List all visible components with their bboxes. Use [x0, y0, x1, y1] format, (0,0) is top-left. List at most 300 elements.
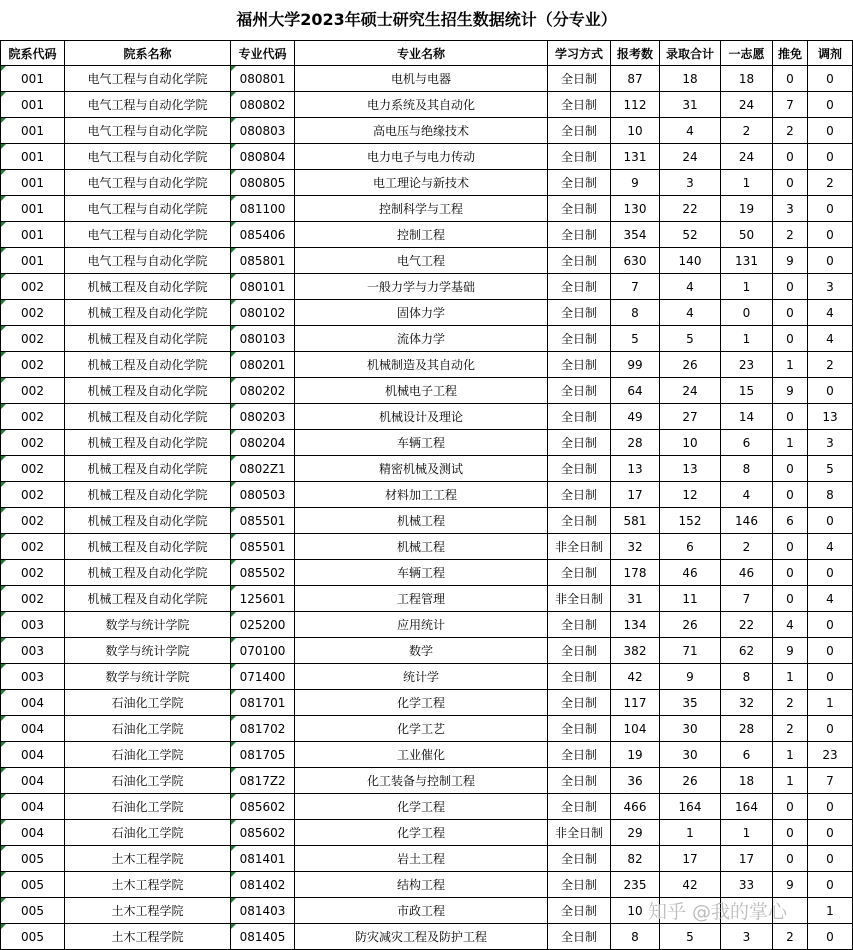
table-row — [1, 638, 853, 664]
table-row — [1, 872, 853, 898]
table-cell: 12 — [660, 482, 721, 508]
table-cell: 32 — [721, 690, 773, 716]
table-cell: 5 — [808, 456, 853, 482]
table-cell: 2 — [773, 118, 808, 144]
table-cell: 001 — [1, 144, 65, 170]
table-cell: 164 — [660, 794, 721, 820]
table-cell: 002 — [1, 508, 65, 534]
table-row — [1, 560, 853, 586]
table-cell: 28 — [721, 716, 773, 742]
table-cell: 0 — [773, 586, 808, 612]
table-cell: 机械工程及自动化学院 — [65, 404, 231, 430]
table-cell: 8 — [721, 664, 773, 690]
table-cell: 全日制 — [548, 144, 611, 170]
table-cell: 0 — [808, 612, 853, 638]
table-cell: 全日制 — [548, 482, 611, 508]
table-cell: 004 — [1, 716, 65, 742]
table-cell: 581 — [611, 508, 660, 534]
table-cell: 13 — [611, 456, 660, 482]
table-row — [1, 924, 853, 950]
table-cell: 002 — [1, 456, 65, 482]
table-row — [1, 300, 853, 326]
table-cell: 085801 — [231, 248, 295, 274]
table-cell: 001 — [1, 118, 65, 144]
table-cell: 081705 — [231, 742, 295, 768]
table-cell: 002 — [1, 326, 65, 352]
table-cell: 0 — [808, 924, 853, 950]
table-cell: 4 — [773, 612, 808, 638]
table-cell: 石油化工学院 — [65, 768, 231, 794]
table-cell: 0 — [808, 820, 853, 846]
table-cell: 26 — [660, 352, 721, 378]
table-cell: 1 — [808, 690, 853, 716]
table-row — [1, 768, 853, 794]
table-row — [1, 456, 853, 482]
table-cell: 24 — [721, 144, 773, 170]
table-cell: 3 — [808, 430, 853, 456]
table-cell: 非全日制 — [548, 820, 611, 846]
table-row — [1, 326, 853, 352]
table-cell: 0 — [773, 820, 808, 846]
table-cell: 005 — [1, 872, 65, 898]
table-cell: 2 — [808, 352, 853, 378]
table-cell: 42 — [660, 872, 721, 898]
table-cell: 1 — [721, 820, 773, 846]
table-cell: 7 — [808, 768, 853, 794]
table-cell: 50 — [721, 222, 773, 248]
table-cell: 4 — [721, 482, 773, 508]
table-cell: 全日制 — [548, 872, 611, 898]
table-cell: 9 — [773, 248, 808, 274]
table-cell: 机械工程及自动化学院 — [65, 378, 231, 404]
table-cell: 146 — [721, 508, 773, 534]
table-cell: 电气工程与自动化学院 — [65, 66, 231, 92]
table-cell: 130 — [611, 196, 660, 222]
table-cell: 电气工程与自动化学院 — [65, 248, 231, 274]
table-cell: 全日制 — [548, 612, 611, 638]
table-cell: 0 — [808, 196, 853, 222]
table-cell: 流体力学 — [295, 326, 548, 352]
table-cell: 全日制 — [548, 170, 611, 196]
table-cell: 005 — [1, 846, 65, 872]
table-cell: 全日制 — [548, 742, 611, 768]
table-cell: 29 — [611, 820, 660, 846]
table-row — [1, 742, 853, 768]
table-cell: 全日制 — [548, 118, 611, 144]
table-cell: 全日制 — [548, 66, 611, 92]
table-cell: 125601 — [231, 586, 295, 612]
table-cell: 002 — [1, 300, 65, 326]
table-cell: 机械设计及理论 — [295, 404, 548, 430]
table-cell: 35 — [660, 690, 721, 716]
table-cell: 0 — [808, 872, 853, 898]
table-cell: 382 — [611, 638, 660, 664]
table-cell: 3 — [808, 274, 853, 300]
table-cell: 002 — [1, 274, 65, 300]
table-cell: 1 — [721, 170, 773, 196]
table-cell: 0 — [808, 846, 853, 872]
table-cell: 4 — [808, 534, 853, 560]
table-cell: 080802 — [231, 92, 295, 118]
table-cell: 全日制 — [548, 664, 611, 690]
table-cell: 全日制 — [548, 794, 611, 820]
table-cell: 5 — [660, 924, 721, 950]
table-cell: 0 — [808, 92, 853, 118]
table-cell: 004 — [1, 820, 65, 846]
table-cell: 9 — [773, 872, 808, 898]
table-cell: 全日制 — [548, 378, 611, 404]
table-row — [1, 170, 853, 196]
table-cell: 全日制 — [548, 638, 611, 664]
table-cell: 市政工程 — [295, 898, 548, 924]
table-cell: 4 — [808, 300, 853, 326]
table-cell: 52 — [660, 222, 721, 248]
table-cell: 005 — [1, 898, 65, 924]
table-cell: 085406 — [231, 222, 295, 248]
table-cell: 统计学 — [295, 664, 548, 690]
table-cell: 土木工程学院 — [65, 898, 231, 924]
table-cell: 9 — [773, 378, 808, 404]
table-row — [1, 534, 853, 560]
table-cell: 8 — [721, 456, 773, 482]
table-cell: 7 — [611, 274, 660, 300]
header-cell: 推免 — [773, 41, 808, 66]
table-cell: 2 — [721, 534, 773, 560]
table-cell: 机械工程及自动化学院 — [65, 534, 231, 560]
table-cell: 固体力学 — [295, 300, 548, 326]
table-row — [1, 716, 853, 742]
table-cell: 非全日制 — [548, 534, 611, 560]
table-cell: 8 — [611, 300, 660, 326]
table-cell: 8 — [611, 924, 660, 950]
table-cell: 13 — [660, 456, 721, 482]
table-cell: 石油化工学院 — [65, 820, 231, 846]
table-row — [1, 794, 853, 820]
table-row — [1, 612, 853, 638]
table-cell: 4 — [808, 586, 853, 612]
table-cell: 64 — [611, 378, 660, 404]
table-cell: 11 — [660, 586, 721, 612]
table-cell: 4 — [660, 118, 721, 144]
table-cell: 164 — [721, 794, 773, 820]
table-cell: 71 — [660, 638, 721, 664]
table-cell: 化学工程 — [295, 794, 548, 820]
table-cell: 0 — [808, 118, 853, 144]
table-cell: 31 — [660, 92, 721, 118]
table-cell: 数学与统计学院 — [65, 664, 231, 690]
table-cell: 全日制 — [548, 248, 611, 274]
table-cell: 9 — [773, 638, 808, 664]
table-cell: 1 — [721, 274, 773, 300]
table-cell: 机械工程及自动化学院 — [65, 560, 231, 586]
table-cell: 99 — [611, 352, 660, 378]
table-cell: 5 — [660, 326, 721, 352]
table-cell: 085501 — [231, 534, 295, 560]
table-cell: 0 — [773, 144, 808, 170]
table-cell: 6 — [721, 430, 773, 456]
table-cell: 002 — [1, 586, 65, 612]
table-cell: 石油化工学院 — [65, 716, 231, 742]
table-cell: 数学 — [295, 638, 548, 664]
table-cell: 材料加工工程 — [295, 482, 548, 508]
table-cell: 机械工程及自动化学院 — [65, 508, 231, 534]
table-cell: 4 — [660, 300, 721, 326]
table-cell: 0 — [773, 456, 808, 482]
table-cell: 002 — [1, 404, 65, 430]
table-cell: 080101 — [231, 274, 295, 300]
header-row — [1, 41, 853, 66]
table-cell: 机械工程及自动化学院 — [65, 300, 231, 326]
table-cell: 全日制 — [548, 352, 611, 378]
table-cell: 001 — [1, 170, 65, 196]
table-cell: 石油化工学院 — [65, 794, 231, 820]
table-cell: 104 — [611, 716, 660, 742]
table-cell: 化学工程 — [295, 690, 548, 716]
table-row — [1, 586, 853, 612]
table-cell: 23 — [808, 742, 853, 768]
table-cell: 26 — [660, 612, 721, 638]
table-cell: 0 — [773, 66, 808, 92]
table-cell: 10 — [611, 898, 660, 924]
table-cell: 控制工程 — [295, 222, 548, 248]
table-cell: 1 — [808, 898, 853, 924]
table-cell: 岩土工程 — [295, 846, 548, 872]
header-cell: 专业代码 — [231, 41, 295, 66]
table-cell: 0 — [808, 664, 853, 690]
table-cell: 1 — [773, 742, 808, 768]
table-cell: 电气工程与自动化学院 — [65, 196, 231, 222]
table-body — [1, 66, 853, 950]
table-cell: 0 — [808, 378, 853, 404]
table-cell: 车辆工程 — [295, 430, 548, 456]
table-cell: 152 — [660, 508, 721, 534]
table-cell: 18 — [660, 66, 721, 92]
table-cell: 3 — [773, 196, 808, 222]
table-cell: 3 — [660, 170, 721, 196]
table-cell: 10 — [611, 118, 660, 144]
table-cell: 080503 — [231, 482, 295, 508]
table-cell: 全日制 — [548, 924, 611, 950]
table-cell: 化学工程 — [295, 820, 548, 846]
table-cell: 31 — [611, 586, 660, 612]
table-cell: 0 — [773, 170, 808, 196]
table-cell: 17 — [660, 846, 721, 872]
table-cell: 354 — [611, 222, 660, 248]
table-cell: 001 — [1, 222, 65, 248]
table-cell: 085602 — [231, 820, 295, 846]
table-cell: 0 — [721, 300, 773, 326]
table-cell: 全日制 — [548, 404, 611, 430]
table-cell: 3 — [721, 924, 773, 950]
table-cell: 控制科学与工程 — [295, 196, 548, 222]
table-cell: 002 — [1, 482, 65, 508]
table-cell: 5 — [611, 326, 660, 352]
table-cell: 17 — [611, 482, 660, 508]
table-cell: 080102 — [231, 300, 295, 326]
table-cell: 0 — [773, 794, 808, 820]
table-cell: 1 — [721, 326, 773, 352]
table-row — [1, 196, 853, 222]
header-cell: 专业名称 — [295, 41, 548, 66]
table-cell: 080203 — [231, 404, 295, 430]
table-cell: 6 — [773, 508, 808, 534]
table-cell: 电气工程与自动化学院 — [65, 170, 231, 196]
table-cell: 机械工程 — [295, 534, 548, 560]
table-cell: 46 — [660, 560, 721, 586]
table-cell: 石油化工学院 — [65, 742, 231, 768]
table-cell: 工业催化 — [295, 742, 548, 768]
table-row — [1, 378, 853, 404]
header-cell: 调剂 — [808, 41, 853, 66]
table-cell: 001 — [1, 196, 65, 222]
table-cell: 石油化工学院 — [65, 690, 231, 716]
table-cell: 8 — [808, 482, 853, 508]
table-cell: 电气工程与自动化学院 — [65, 118, 231, 144]
table-cell: 数学与统计学院 — [65, 612, 231, 638]
header-cell: 院系代码 — [1, 41, 65, 66]
table-cell: 电力系统及其自动化 — [295, 92, 548, 118]
table-cell: 080801 — [231, 66, 295, 92]
table-cell: 081403 — [231, 898, 295, 924]
table-cell: 非全日制 — [548, 586, 611, 612]
table-cell: 2 — [773, 716, 808, 742]
table-cell: 0802Z1 — [231, 456, 295, 482]
table-cell: 630 — [611, 248, 660, 274]
table-cell: 18 — [721, 768, 773, 794]
table-cell: 0 — [773, 326, 808, 352]
table-row — [1, 820, 853, 846]
header-cell: 录取合计 — [660, 41, 721, 66]
table-cell: 7 — [721, 586, 773, 612]
table-cell: 002 — [1, 534, 65, 560]
table-cell: 081402 — [231, 872, 295, 898]
table-cell: 46 — [721, 560, 773, 586]
table-cell: 32 — [611, 534, 660, 560]
table-cell: 电机与电器 — [295, 66, 548, 92]
table-cell: 28 — [611, 430, 660, 456]
table-cell: 电气工程与自动化学院 — [65, 92, 231, 118]
table-cell: 30 — [660, 742, 721, 768]
table-cell: 土木工程学院 — [65, 872, 231, 898]
table-cell: 49 — [611, 404, 660, 430]
table-cell: 1 — [773, 430, 808, 456]
table-cell: 0 — [808, 560, 853, 586]
table-row — [1, 430, 853, 456]
table-cell: 24 — [721, 92, 773, 118]
table-cell: 0 — [773, 404, 808, 430]
table-cell: 0 — [808, 248, 853, 274]
table-cell: 9 — [660, 664, 721, 690]
table-cell: 33 — [721, 872, 773, 898]
table-cell: 0 — [808, 716, 853, 742]
table-cell: 081701 — [231, 690, 295, 716]
table-cell: 081401 — [231, 846, 295, 872]
table-cell: 140 — [660, 248, 721, 274]
table-cell: 0 — [773, 560, 808, 586]
table-cell: 004 — [1, 742, 65, 768]
table-row — [1, 222, 853, 248]
table-cell: 机械工程及自动化学院 — [65, 482, 231, 508]
table-cell: 081702 — [231, 716, 295, 742]
admissions-table — [0, 40, 853, 950]
table-cell: 002 — [1, 378, 65, 404]
table-row — [1, 482, 853, 508]
table-cell: 应用统计 — [295, 612, 548, 638]
table-cell: 22 — [721, 612, 773, 638]
table-cell: 全日制 — [548, 222, 611, 248]
table-cell: 电力电子与电力传动 — [295, 144, 548, 170]
table-cell: 2 — [773, 222, 808, 248]
table-cell: 10 — [660, 430, 721, 456]
table-cell: 004 — [1, 768, 65, 794]
table-cell: 机械制造及其自动化 — [295, 352, 548, 378]
table-cell: 全日制 — [548, 326, 611, 352]
table-cell: 数学与统计学院 — [65, 638, 231, 664]
table-cell: 080803 — [231, 118, 295, 144]
table-cell: 机械电子工程 — [295, 378, 548, 404]
table-cell: 080201 — [231, 352, 295, 378]
table-cell: 081405 — [231, 924, 295, 950]
table-row — [1, 248, 853, 274]
table-cell: 全日制 — [548, 560, 611, 586]
table-cell: 电气工程与自动化学院 — [65, 144, 231, 170]
table-cell: 全日制 — [548, 274, 611, 300]
table-cell: 131 — [611, 144, 660, 170]
table-cell: 085501 — [231, 508, 295, 534]
table-cell: 6 — [660, 534, 721, 560]
table-cell: 466 — [611, 794, 660, 820]
table-cell: 4 — [808, 326, 853, 352]
table-cell: 002 — [1, 430, 65, 456]
table-cell: 一般力学与力学基础 — [295, 274, 548, 300]
table-cell: 0 — [773, 534, 808, 560]
table-cell: 全日制 — [548, 508, 611, 534]
table-cell: 机械工程及自动化学院 — [65, 274, 231, 300]
table-cell: 080202 — [231, 378, 295, 404]
table-row — [1, 118, 853, 144]
table-cell: 085602 — [231, 794, 295, 820]
table-cell: 精密机械及测试 — [295, 456, 548, 482]
table-cell: 0 — [773, 300, 808, 326]
table-cell: 36 — [611, 768, 660, 794]
table-cell: 22 — [660, 196, 721, 222]
table-row — [1, 846, 853, 872]
table-cell: 0 — [773, 274, 808, 300]
table-cell: 002 — [1, 560, 65, 586]
table-cell: 080204 — [231, 430, 295, 456]
table-cell: 178 — [611, 560, 660, 586]
table-cell: 全日制 — [548, 456, 611, 482]
table-cell: 87 — [611, 66, 660, 92]
table-cell: 结构工程 — [295, 872, 548, 898]
table-cell: 全日制 — [548, 690, 611, 716]
table-cell: 2 — [808, 170, 853, 196]
table-cell: 005 — [1, 924, 65, 950]
table-cell: 071400 — [231, 664, 295, 690]
table-cell: 30 — [660, 716, 721, 742]
table-cell: 003 — [1, 612, 65, 638]
table-cell: 080103 — [231, 326, 295, 352]
table-cell: 004 — [1, 690, 65, 716]
table-cell: 17 — [721, 846, 773, 872]
table-cell: 全日制 — [548, 300, 611, 326]
table-cell: 134 — [611, 612, 660, 638]
table-cell: 13 — [808, 404, 853, 430]
table-cell: 7 — [773, 92, 808, 118]
table-cell: 0 — [808, 66, 853, 92]
table-cell: 080804 — [231, 144, 295, 170]
table-row — [1, 66, 853, 92]
